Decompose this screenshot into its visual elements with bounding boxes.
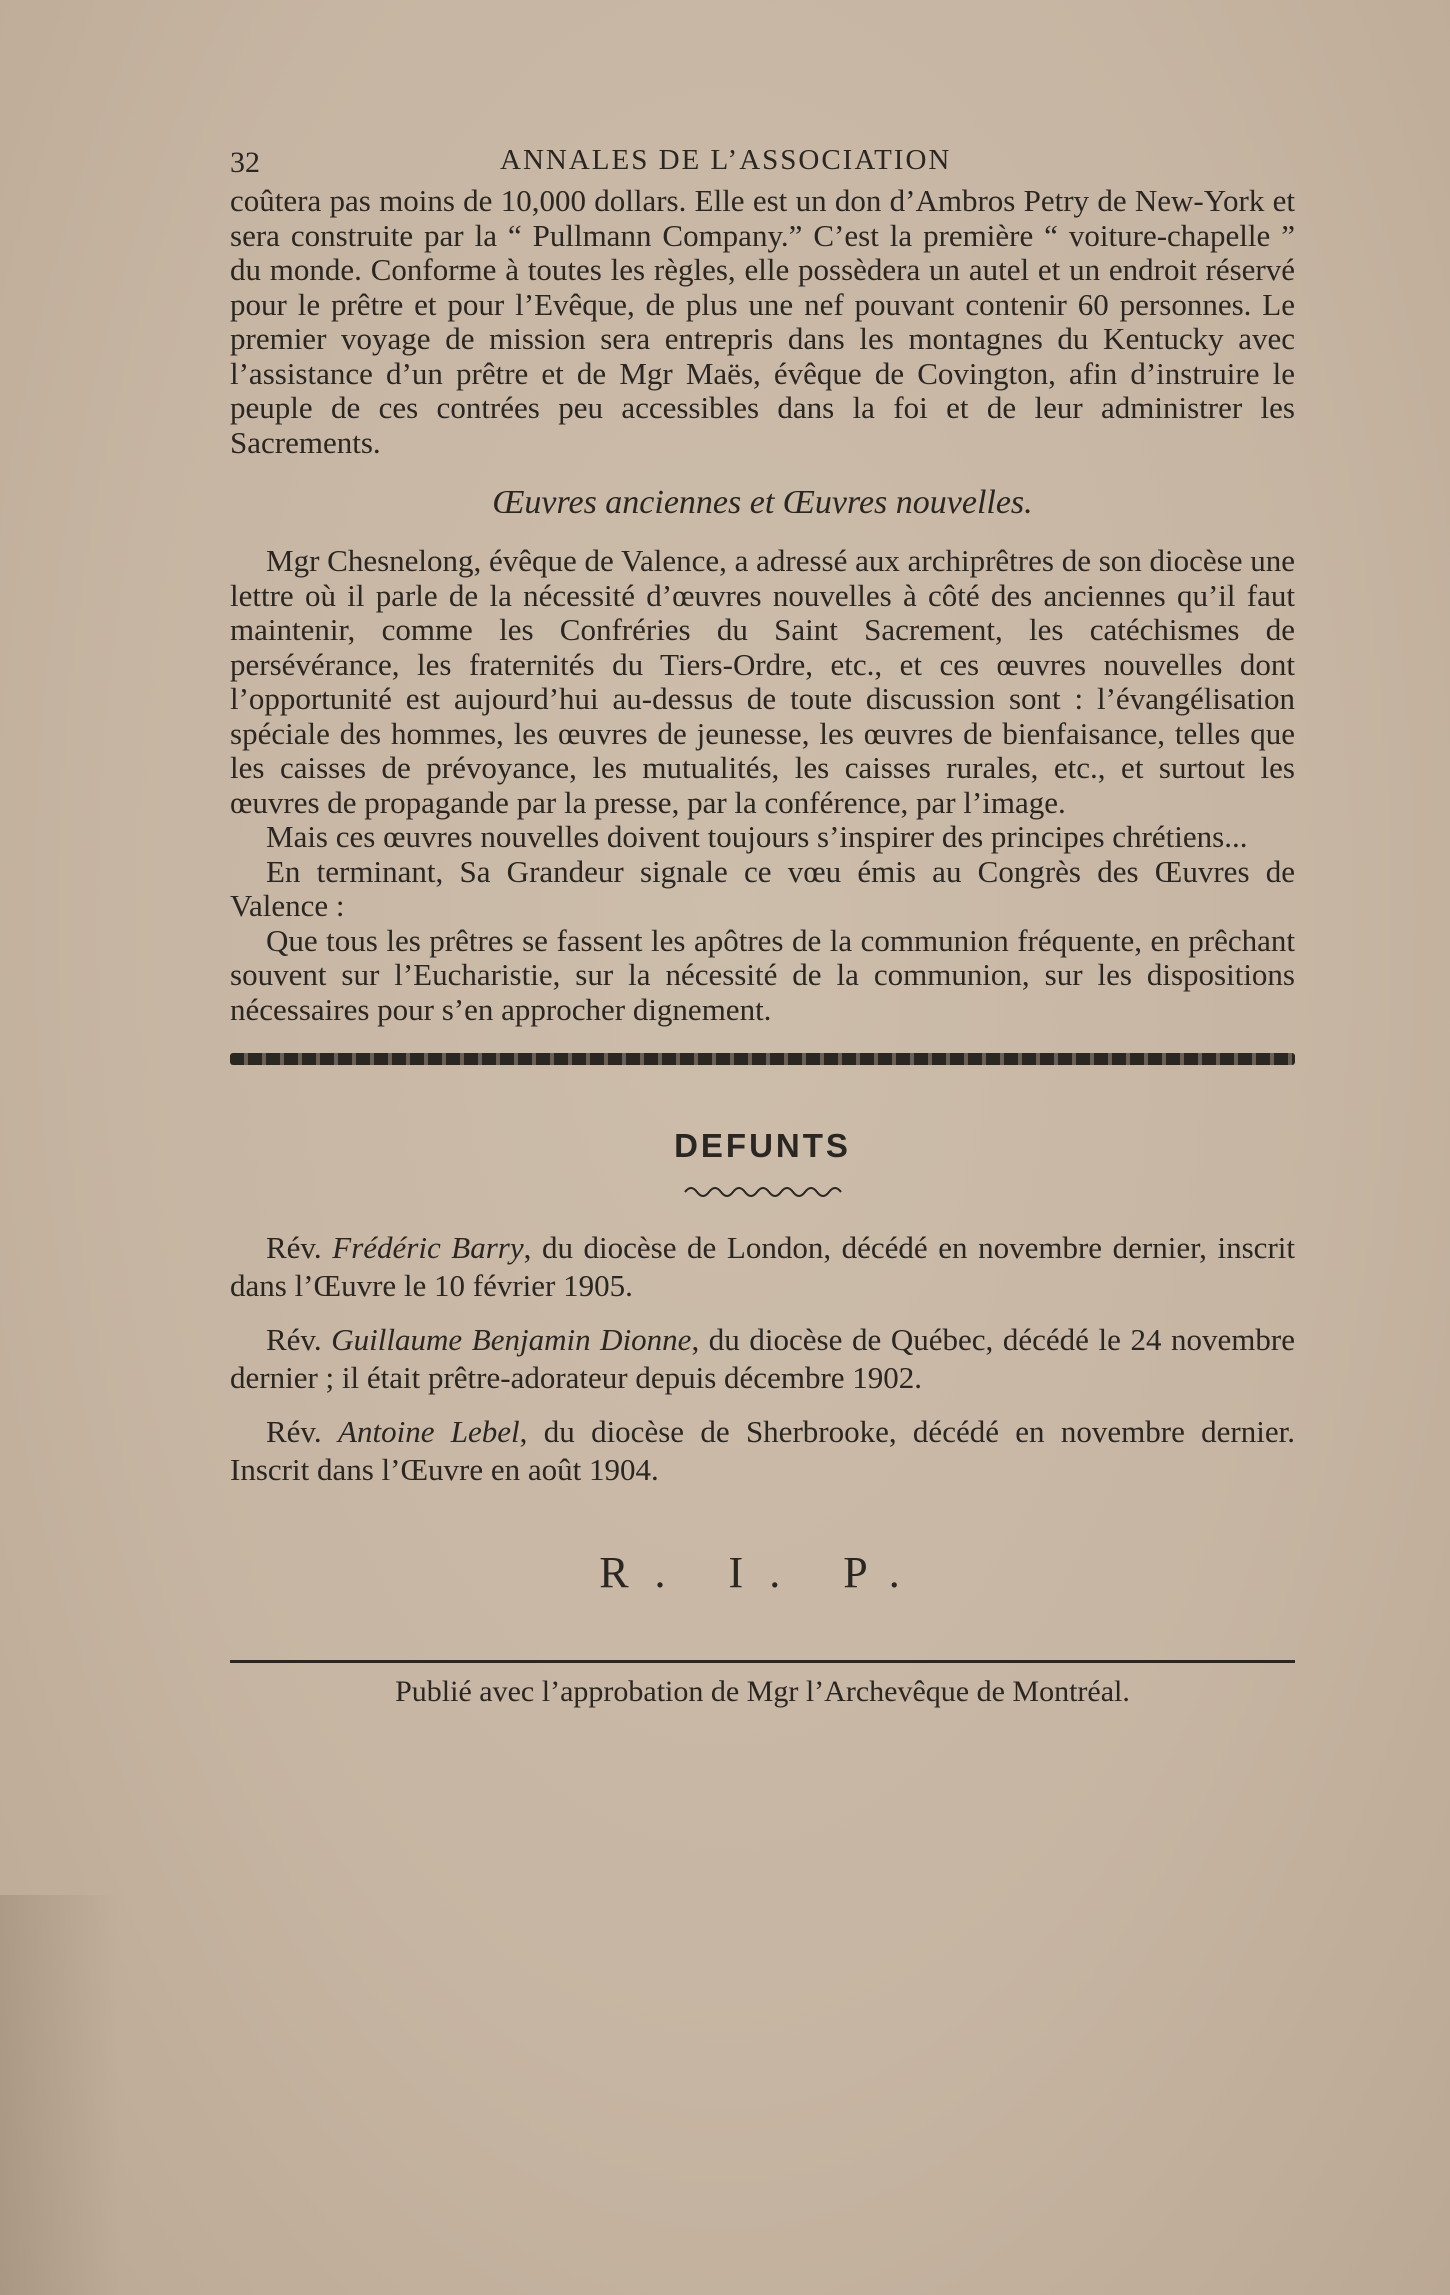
section-paragraph-3: En terminant, Sa Grandeur signale ce vœu émis au Congrès des Œuvres de Valence : <box>230 853 1295 923</box>
running-head <box>230 140 1295 184</box>
section-paragraph-2: Mais ces œuvres nouvelles doivent toujours s’inspirer des principes chrétiens... <box>266 819 1248 854</box>
rip-inscription: R. I. P. <box>599 1548 926 1597</box>
page-content <box>230 140 1295 1709</box>
defunt-details: , du diocèse de Québec, décédé le 24 novembre dernier ; il était prêtre-adorateur depuis décembre 1902. <box>230 1322 1296 1395</box>
section-paragraph-4: Que tous les prêtres se fassent les apôtres de la communion fréquente, en prêchant souvent sur l’Eucharistie, sur la nécessité de la communion, sur les dispositions nécessaires pour s’en approcher dignement. <box>230 922 1295 1027</box>
defunt-name: Guillaume Benjamin Dionne <box>331 1322 692 1357</box>
defunt-details: , du diocèse de Sherbrooke, décédé en novembre dernier. Inscrit dans l’Œuvre en août 1904. <box>230 1414 1295 1487</box>
defunt-entry: Rév. Guillaume Benjamin Dionne, du diocèse de Québec, décédé le 24 novembre dernier ; il était prêtre-adorateur depuis décembre 1902. <box>230 1322 1296 1395</box>
section-title: Œuvres anciennes et Œuvres nouvelles. <box>492 484 1033 521</box>
defunts-heading: DEFUNTS <box>674 1127 851 1164</box>
defunt-entry: Rév. Frédéric Barry, du diocèse de London, décédé en novembre dernier, inscrit dans l’Œuvre le 10 février 1905. <box>230 1230 1295 1303</box>
defunts-list <box>230 1229 1295 1489</box>
squiggle-ornament-icon <box>683 1183 843 1197</box>
intro-paragraph: coûtera pas moins de 10,000 dollars. Elle est un don d’Ambros Petry de New-York et sera construite par la “ Pullmann Company.” C’est la première “ voiture-chapelle ” du monde. Conforme à toutes les règles, elle possèdera un autel et un endroit réservé pour le prêtre et pour l’Evêque, de plus une nef pouvant contenir 60 personnes. Le premier voyage de mission sera entrepris dans les montagnes du Kentucky avec l’assistance d’un prêtre et de Mgr Maës, évêque de Covington, afin d’instruire le peuple de ces contrées peu accessibles dans la foi et de leur administrer les Sacrements. <box>230 183 1295 460</box>
running-head-title: ANNALES DE L’ASSOCIATION <box>500 144 952 176</box>
section-paragraph-1: Mgr Chesnelong, évêque de Valence, a adressé aux archiprêtres de son diocèse une lettre où il parle de la nécessité d’œuvres nouvelles à côté des anciennes qu’il faut maintenir, comme les Confréries du Saint Sacrement, les catéchismes de persévérance, les fraternités du Tiers-Ordre, etc., et ces œuvres nouvelles dont l’opportunité est aujourd’hui au-dessus de toute discussion sont : l’évangélisation spéciale des hommes, les œuvres de jeunesse, les œuvres de bienfaisance, telles que les caisses de prévoyance, les mutualités, les caisses rurales, etc., et surtout les œuvres de propagande par la presse, par la conférence, par l’image. <box>230 543 1295 820</box>
defunt-name: Frédéric Barry <box>332 1230 524 1265</box>
defunt-entry: Rév. Antoine Lebel, du diocèse de Sherbrooke, décédé en novembre dernier. Inscrit dans l’Œuvre en août 1904. <box>230 1414 1295 1487</box>
defunt-name: Antoine Lebel <box>338 1414 520 1449</box>
footer-rule <box>230 1660 1295 1663</box>
ornamental-divider <box>230 1053 1295 1065</box>
imprimatur-footer: Publié avec l’approbation de Mgr l’Archevêque de Montréal. <box>395 1675 1130 1708</box>
page-number: 32 <box>230 146 260 179</box>
defunt-details: , du diocèse de London, décédé en novembre dernier, inscrit dans l’Œuvre le 10 février 1905. <box>230 1230 1295 1303</box>
